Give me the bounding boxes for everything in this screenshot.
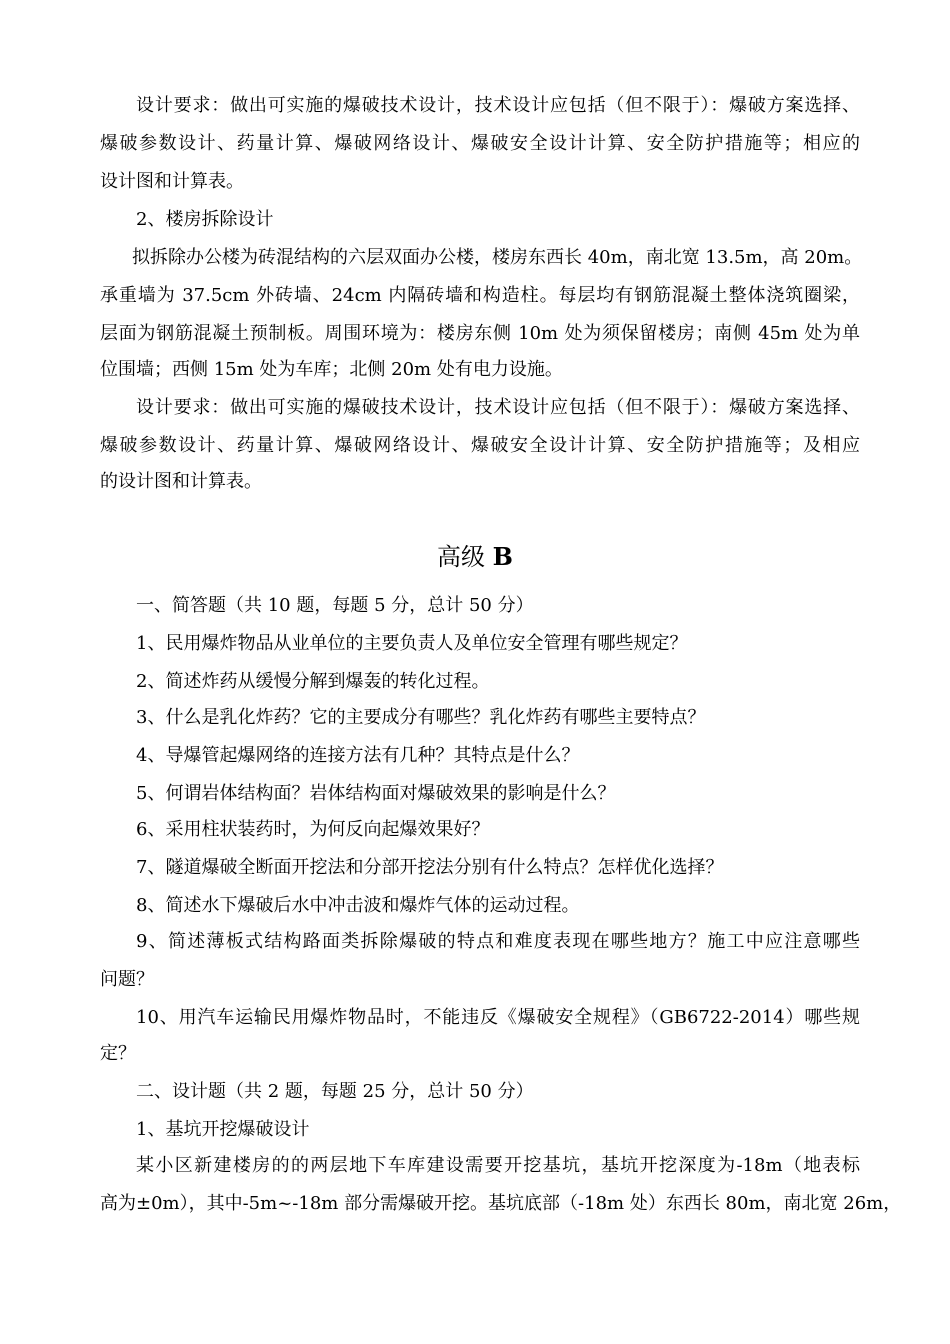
paragraph-line: 设计图和计算表。 [100,171,244,192]
paragraph-line: 爆破参数设计、药量计算、爆破网络设计、爆破安全设计计算、安全防护措施等；及相应 [100,435,860,456]
paragraph-line: 承重墙为 37.5cm 外砖墙、24cm 内隔砖墙和构造柱。每层均有钢筋混凝土整体浇筑圈梁， [100,285,860,306]
question-item: 10、用汽车运输民用爆炸物品时，不能违反《爆破安全规程》（GB6722-2014）哪些规 [136,1007,860,1028]
paragraph-line: 位围墙；西侧 15m 处为车库；北侧 20m 处有电力设施。 [100,359,563,380]
paragraph-line: 的设计图和计算表。 [100,471,262,492]
section-title-text: 高级 [437,543,486,571]
question-item: 1、民用爆炸物品从业单位的主要负责人及单位安全管理有哪些规定？ [136,633,688,654]
paragraph-line: 设计要求：做出可实施的爆破技术设计，技术设计应包括（但不限于）：爆破方案选择、 [136,95,860,116]
section-title-letter: B [492,542,513,571]
question-item: 5、何谓岩体结构面？岩体结构面对爆破效果的影响是什么？ [136,783,616,804]
question-item: 9、简述薄板式结构路面类拆除爆破的特点和难度表现在哪些地方？施工中应注意哪些 [136,931,860,952]
paragraph-line: 爆破参数设计、药量计算、爆破网络设计、爆破安全设计计算、安全防护措施等；相应的 [100,133,860,154]
question-item: 2、简述炸药从缓慢分解到爆轰的转化过程。 [136,671,490,692]
question-item-continued: 问题？ [100,969,154,990]
subheading: 1、基坑开挖爆破设计 [136,1119,310,1140]
section-title [0,542,950,572]
question-item: 3、什么是乳化炸药？它的主要成分有哪些？乳化炸药有哪些主要特点？ [136,707,706,728]
paragraph-line: 层面为钢筋混凝土预制板。周围环境为：楼房东侧 10m 处为须保留楼房；南侧 45m 处为单 [100,323,860,344]
question-item: 8、简述水下爆破后水中冲击波和爆炸气体的运动过程。 [136,895,580,916]
question-item: 4、导爆管起爆网络的连接方法有几种？其特点是什么？ [136,745,580,766]
section-heading: 二、设计题（共 2 题，每题 25 分，总计 50 分） [136,1081,534,1102]
question-item: 7、隧道爆破全断面开挖法和分部开挖法分别有什么特点？怎样优化选择？ [136,857,724,878]
paragraph-line: 设计要求：做出可实施的爆破技术设计，技术设计应包括（但不限于）：爆破方案选择、 [136,397,860,418]
question-item-continued: 定？ [100,1043,136,1064]
paragraph-line: 某小区新建楼房的的两层地下车库建设需要开挖基坑，基坑开挖深度为-18m（地表标 [136,1155,860,1176]
paragraph-line: 高为±0m），其中-5m~-18m 部分需爆破开挖。基坑底部（-18m 处）东西长 80m，南北宽 26m， [100,1193,902,1214]
section-heading: 一、简答题（共 10 题，每题 5 分，总计 50 分） [136,595,534,616]
paragraph-line: 拟拆除办公楼为砖混结构的六层双面办公楼，楼房东西长 40m，南北宽 13.5m，高 20m。 [132,247,863,268]
subheading: 2、楼房拆除设计 [136,209,274,230]
question-item: 6、采用柱状装药时，为何反向起爆效果好？ [136,819,490,840]
